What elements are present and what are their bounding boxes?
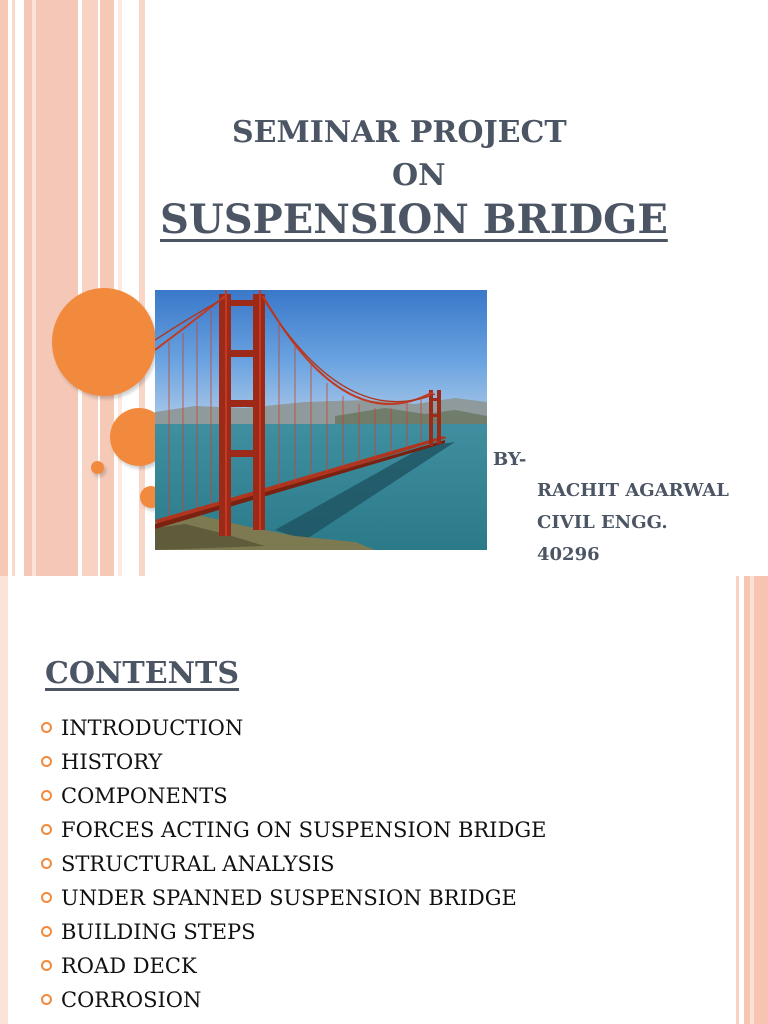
author-department: CIVIL ENGG. xyxy=(537,512,668,533)
slide-main-title: SUSPENSION BRIDGE xyxy=(160,196,668,243)
contents-list xyxy=(40,713,546,1019)
decorative-stripe xyxy=(32,0,36,576)
list-item xyxy=(40,713,546,747)
bullet-icon xyxy=(41,824,52,835)
bullet-icon xyxy=(41,858,52,869)
list-item-label: INTRODUCTION xyxy=(61,716,244,740)
decorative-stripe xyxy=(736,576,739,1024)
list-item-label: UNDER SPANNED SUSPENSION BRIDGE xyxy=(61,886,517,910)
list-item xyxy=(40,951,546,985)
list-item-label: BUILDING STEPS xyxy=(61,920,256,944)
decorative-stripe xyxy=(0,0,8,576)
bullet-icon xyxy=(41,790,52,801)
list-item-label: FORCES ACTING ON SUSPENSION BRIDGE xyxy=(61,818,547,842)
contents-slide xyxy=(0,576,768,1024)
list-item-label: COMPONENTS xyxy=(61,784,228,808)
decorative-circle-large xyxy=(52,288,156,396)
decorative-stripe xyxy=(0,576,8,1024)
list-item-label: HISTORY xyxy=(61,750,163,774)
list-item xyxy=(40,883,546,917)
author-roll-number: 40296 xyxy=(537,544,600,565)
list-item-label: ROAD DECK xyxy=(61,954,197,978)
golden-gate-bridge-photo xyxy=(155,290,487,550)
decorative-stripe xyxy=(744,576,768,1024)
list-item xyxy=(40,849,546,883)
bullet-icon xyxy=(41,722,52,733)
title-line-2: ON xyxy=(392,158,446,193)
byline-label: BY- xyxy=(493,449,527,470)
bullet-icon xyxy=(41,960,52,971)
decorative-stripe xyxy=(750,576,754,1024)
decorative-stripe xyxy=(12,0,15,576)
title-line-1: SEMINAR PROJECT xyxy=(232,115,567,150)
bullet-icon xyxy=(41,756,52,767)
list-item-label: STRUCTURAL ANALYSIS xyxy=(61,852,335,876)
contents-heading: CONTENTS xyxy=(45,656,240,691)
list-item xyxy=(40,815,546,849)
decorative-stripe xyxy=(118,0,122,576)
list-item xyxy=(40,917,546,951)
list-item xyxy=(40,781,546,815)
decorative-circle-small xyxy=(91,461,104,474)
list-item xyxy=(40,985,546,1019)
bullet-icon xyxy=(41,994,52,1005)
bullet-icon xyxy=(41,892,52,903)
list-item-label: CORROSION xyxy=(61,988,202,1012)
list-item xyxy=(40,747,546,781)
bullet-icon xyxy=(41,926,52,937)
author-name: RACHIT AGARWAL xyxy=(537,480,729,501)
